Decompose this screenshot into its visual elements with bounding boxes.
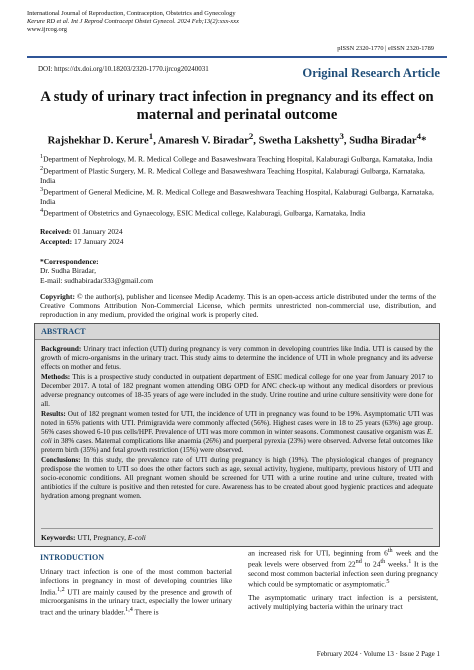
abstract-header-bar <box>35 324 439 340</box>
header-divider <box>27 56 447 58</box>
affiliation <box>40 185 440 206</box>
correspondence-name: Dr. Sudha Biradar, <box>40 266 96 276</box>
paragraph-text: Urinary tract infection is one of the most common bacterial infections in pregnancy in most of developing countries like India. <box>40 567 232 597</box>
paragraph-text: an increased risk for UTI, beginning from 6 <box>248 548 388 558</box>
citation-ref: 1 <box>408 558 412 565</box>
affiliation-number: 4 <box>40 206 44 214</box>
article-dates <box>40 227 124 247</box>
section-label: Conclusions: <box>41 455 81 464</box>
author-list <box>40 131 434 147</box>
citation-ref: 1,4 <box>125 606 133 613</box>
affiliation-number: 3 <box>40 185 44 193</box>
abstract-body <box>41 345 433 502</box>
citation-ref: 5 <box>386 578 390 585</box>
paragraph-text: week and the peak levels were observed from 22 <box>248 548 438 569</box>
section-text: In this study, the prevalence rate of UTI during pregnancy is high (19%). The physiological changes of pregnancy predispose the women to UTI so does the other factors such as age, sexual activity, hygiene, multiparty, previous history of UTI and socio-economic conditions. All pregnant women should be screened for UTI with a urine routine and urine culture, treated with antibiotics if the culture is positive and then retested for cure. Awareness has to be created about good hygienic practices and adequate hydration among pregnant women. <box>41 455 433 500</box>
issn: pISSN 2320-1770 | eISSN 2320-1789 <box>337 45 434 52</box>
affiliation-text: Department of Plastic Surgery, M. R. Medical College and Basaweshwara Teaching Hospital, Kalaburagi Gulbarga, Karnataka, India <box>40 166 425 185</box>
doi-link[interactable]: DOI: https://dx.doi.org/10.18203/2320-1770.ijrcog20240031 <box>38 65 209 73</box>
paragraph-text: There is <box>132 607 159 617</box>
organism-name: E. coli <box>41 427 433 445</box>
affiliation-text: Department of General Medicine, M. R. Medical College and Basaweshwara Teaching Hospital, Kalaburagi Gulbarga, Karnataka, India <box>40 187 434 206</box>
paragraph-text: UTI are mainly caused by the presence and growth of microorganisms in the urinary tract, especially the lower urinary tract and the urinary bladder. <box>40 587 232 617</box>
paragraph-text: weeks. <box>385 559 409 569</box>
article-title: A study of urinary tract infection in pregnancy and its effect on maternal and perinatal outcome <box>40 89 434 123</box>
affiliation-text: Department of Obstetrics and Gynaecology, ESIC Medical college, Kalaburagi, Gulbarga, Karnataka, India <box>43 208 366 218</box>
keywords-label: Keywords: <box>41 533 76 542</box>
superscript: nd <box>355 558 362 565</box>
section-text: This is a prospective study conducted in outpatient department of ESIC medical college for one year from January 2017 to December 2017. A total of 182 pregnant women attending OBG OPD for ANC check-up without any medical disorders or previous adverse pregnancy outcomes of 18-35 years of age were included in the study. Urine routine and urine culture sensitivity were done for all. <box>41 372 433 409</box>
affiliation-number: 2 <box>40 164 44 172</box>
affiliation-list <box>40 152 440 218</box>
journal-website-link[interactable]: www.ijrcog.org <box>27 26 67 34</box>
corresponding-marker: * <box>421 135 427 147</box>
abstract-conclusions <box>41 456 433 501</box>
citation-ref: 1,2 <box>57 586 65 593</box>
author-name: , Amaresh V. Biradar <box>153 135 249 147</box>
introduction-paragraph <box>40 567 232 616</box>
author-name: , Sudha Biradar <box>343 135 417 147</box>
affiliation-marker: 3 <box>339 131 344 141</box>
received-value: 01 January 2024 <box>71 227 123 236</box>
superscript: th <box>380 558 386 565</box>
received-date <box>40 227 124 237</box>
affiliation-text: Department of Nephrology, M. R. Medical College and Basaweshwara Teaching Hospital, Kalaburagi Gulbarga, Karnataka, India <box>43 154 433 164</box>
affiliation <box>40 152 440 164</box>
abstract-results <box>41 410 433 455</box>
article-type: Original Research Article <box>302 66 440 80</box>
abstract-box <box>34 323 440 547</box>
correspondence <box>40 257 153 285</box>
introduction-heading: INTRODUCTION <box>40 553 105 562</box>
abstract-methods <box>41 373 433 409</box>
correspondence-label: *Correspondence: <box>40 257 99 266</box>
section-text: Urinary tract infection (UTI) during pregnancy is very common in developing countries like India. UTI is caused by the growth of micro-organisms in the urinary tract. This study aims to determine the incidence of UTI in whole pregnancy and its adverse effects on mother and fetus. <box>41 345 433 372</box>
author-name: Rajshekhar D. Kerure <box>47 135 149 147</box>
paragraph: The asymptomatic urinary tract infection is a persistent, actively multiplying bacteria within the urinary tract <box>248 592 438 611</box>
affiliation-marker: 2 <box>248 131 254 141</box>
section-label: Methods: <box>41 372 71 381</box>
copyright-text: © the author(s), publisher and licensee Medip Academy. This is an open-access article distributed under the terms of the Creative Commons Attribution Non-Commercial License, which permits unrestricted non-commercial use, distribution, and reproduction in any medium, provided the original work is properly cited. <box>40 292 436 320</box>
copyright-label: Copyright: <box>40 292 75 301</box>
author-name: , Swetha Lakshetty <box>253 135 340 147</box>
abstract-background <box>41 345 433 372</box>
paragraph-text: It is the second most common bacterial infection seen during pregnancy which could be symptomatic or asymptomatic. <box>248 559 438 589</box>
section-label: Background: <box>41 345 82 353</box>
abstract-heading: ABSTRACT <box>41 327 86 336</box>
affiliation <box>40 206 440 218</box>
affiliation-marker: 1 <box>148 131 154 141</box>
page-footer: February 2024 · Volume 13 · Issue 2 Page 1 <box>316 650 440 658</box>
keywords-text: UTI, Pregnancy, <box>75 533 128 542</box>
section-text: Out of 182 pregnant women tested for UTI, the incidence of UTI in pregnancy was found to be 19%. Asymptomatic UTI was noted in 65% patients with UTI. Primigravida were commonly affected (56%). Highest cases were in 18 to 25 years (63%) age group. 56% cases showed 6-10 pus cells/HPF. Prevalence of UTI was more common in winter seasons. Commonest causative organism was <box>41 409 433 436</box>
superscript: th <box>387 548 393 554</box>
journal-citation: Kerure RD et al. Int J Reprod Contracept Obstet Gynecol. 2024 Feb;13(2):xxx-xxx <box>27 18 239 26</box>
keywords <box>41 528 433 542</box>
correspondence-email[interactable]: E-mail: sudhabiradar333@gmail.com <box>40 275 154 285</box>
accepted-value: 17 January 2024 <box>72 237 124 246</box>
copyright-notice <box>40 292 436 320</box>
section-text: in 38% cases. Maternal complications like anaemia (26%) and puerperal pyrexia (23%) were observed. Adverse fetal outcomes like preterm birth (35%) and fetal growth restriction (15%) were observed. <box>41 436 433 455</box>
section-label: Results: <box>41 409 66 418</box>
right-column <box>248 547 438 615</box>
paragraph-text: to 24 <box>361 559 381 569</box>
journal-header <box>27 10 239 35</box>
received-label: Received: <box>40 227 72 236</box>
affiliation-marker: 4 <box>416 131 422 141</box>
keywords-text-italic: E-coli <box>127 533 146 542</box>
accepted-date <box>40 237 124 247</box>
affiliation-number: 1 <box>40 153 44 160</box>
paragraph <box>248 547 438 589</box>
accepted-label: Accepted: <box>40 237 73 246</box>
journal-name: International Journal of Reproduction, Contraception, Obstetrics and Gynecology <box>27 10 236 17</box>
affiliation <box>40 164 440 185</box>
